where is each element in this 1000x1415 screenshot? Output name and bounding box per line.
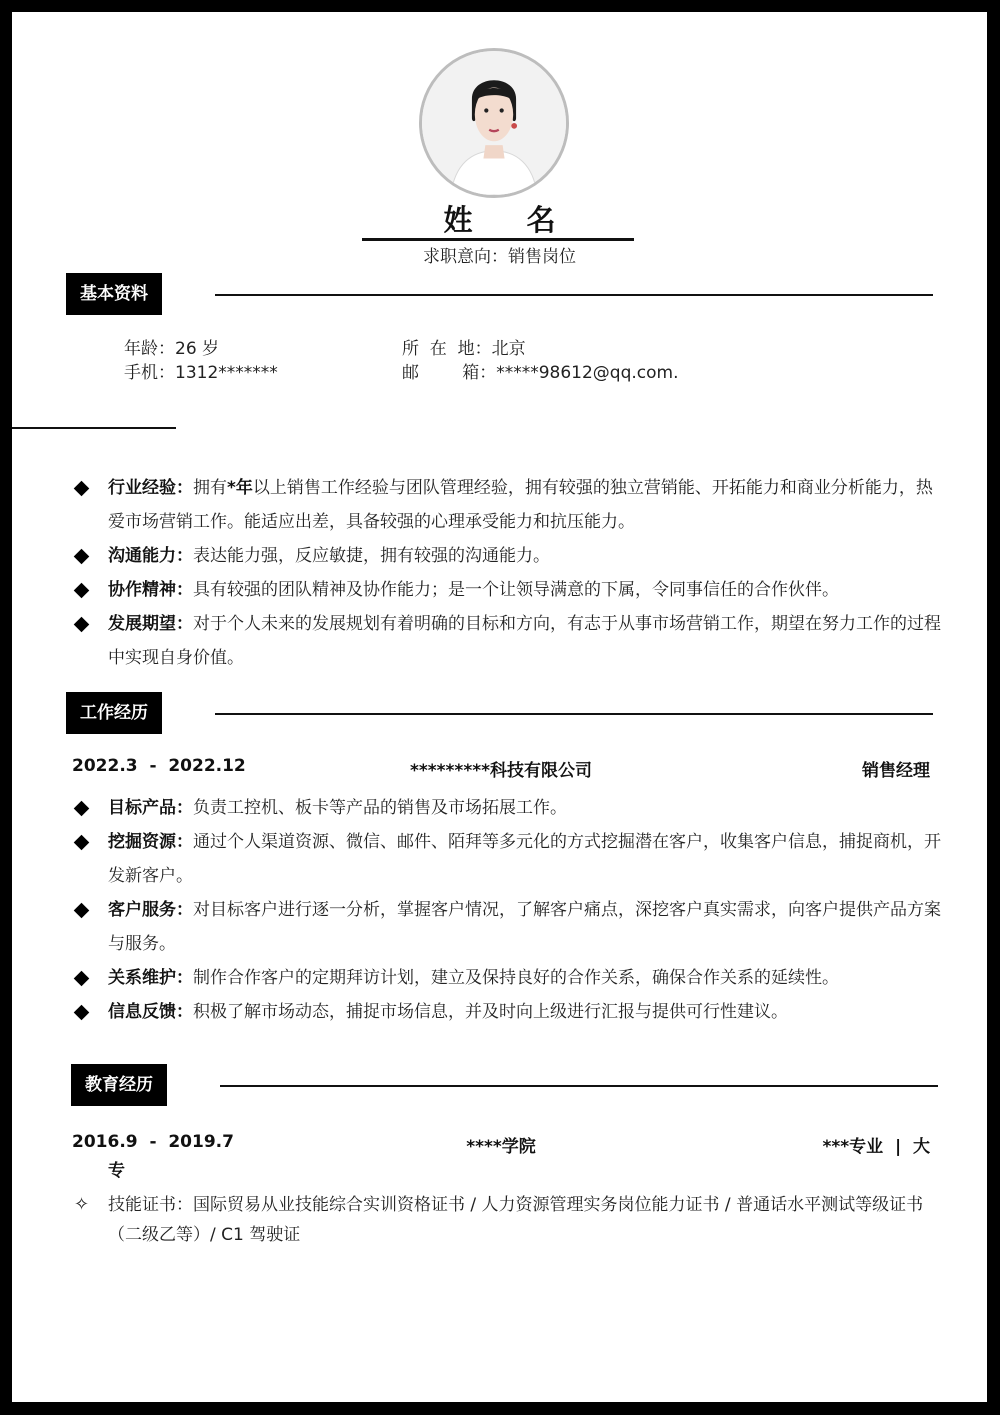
item-label: 客户服务：	[108, 900, 193, 920]
item-label: 信息反馈：	[108, 1002, 193, 1022]
section-rule-work	[215, 713, 933, 715]
diamond-bullet-icon	[74, 801, 90, 817]
item-text: 通过个人渠道资源、微信、邮件、陌拜等多元化的方式挖掘潜在客户，收集客户信息，捕捉商机，开发新客户。	[108, 832, 941, 886]
education-major: ***专业 | 大	[822, 1137, 930, 1157]
item-text: 负责工控机、板卡等产品的销售及市场拓展工作。	[193, 798, 567, 818]
work-company: *********科技有限公司	[409, 761, 592, 781]
item-label: 沟通能力：	[108, 546, 193, 566]
list-item	[74, 961, 946, 995]
info-location: 所 在 地：北京	[402, 339, 526, 359]
item-label: 关系维护：	[108, 968, 193, 988]
education-period: 2016.9 - 2019.7	[72, 1132, 234, 1152]
summary-divider	[12, 427, 176, 429]
diamond-bullet-icon	[74, 617, 90, 633]
section-title-basic: 基本资料	[66, 273, 162, 315]
summary-list	[74, 471, 946, 675]
candidate-name: 姓 名	[443, 203, 578, 237]
item-text: 具有较强的团队精神及协作能力；是一个让领导满意的下属，令同事信任的合作伙伴。	[193, 580, 839, 600]
item-text: 对目标客户进行逐一分析，掌握客户情况，了解客户痛点，深挖客户真实需求，向客户提供产品方案与服务。	[108, 900, 941, 954]
diamond-bullet-icon	[74, 835, 90, 851]
education-school: ****学院	[466, 1137, 536, 1157]
certificate-text: 技能证书：国际贸易从业技能综合实训资格证书 / 人力资源管理实务岗位能力证书 / 普通话水平测试等级证书（二级乙等）/ C1 驾驶证	[108, 1195, 924, 1245]
diamond-bullet-icon	[74, 1005, 90, 1021]
section-title-education: 教育经历	[71, 1064, 167, 1106]
item-text: 对于个人未来的发展规划有着明确的目标和方向，有志于从事市场营销工作，期望在努力工作的过程中实现自身价值。	[108, 614, 941, 668]
portrait-image	[422, 51, 566, 195]
diamond-bullet-icon	[74, 583, 90, 599]
item-label: 发展期望：	[108, 614, 193, 634]
item-text: 制作合作客户的定期拜访计划，建立及保持良好的合作关系，确保合作关系的延续性。	[193, 968, 839, 988]
work-position: 销售经理	[862, 761, 930, 781]
profile-photo	[419, 48, 569, 198]
item-label: 协作精神：	[108, 580, 193, 600]
list-item	[74, 573, 946, 607]
item-label: 行业经验：	[108, 478, 193, 498]
list-item	[74, 539, 946, 573]
section-rule-basic	[215, 294, 933, 296]
item-label: 挖掘资源：	[108, 832, 193, 852]
diamond-bullet-icon	[74, 903, 90, 919]
education-degree-wrap: 专	[108, 1161, 125, 1181]
list-item	[74, 893, 946, 961]
work-period: 2022.3 - 2022.12	[72, 756, 246, 776]
work-list	[74, 791, 946, 1029]
info-phone: 手机：1312*******	[124, 363, 278, 383]
item-text: 以上销售工作经验与团队管理经验，拥有较强的独立营销能、开拓能力和商业分析能力，热爱市场营销工作。能适应出差，具备较强的心理承受能力和抗压能力。	[108, 478, 933, 532]
item-text: 表达能力强，反应敏捷，拥有较强的沟通能力。	[193, 546, 550, 566]
certificate-line	[74, 1190, 946, 1250]
section-title-work: 工作经历	[66, 692, 162, 734]
section-rule-education	[220, 1085, 938, 1087]
resume-page	[12, 12, 987, 1402]
sparkle-bullet-icon: ✧	[74, 1194, 90, 1215]
name-underline	[362, 238, 634, 241]
item-emphasis: *年	[227, 478, 253, 498]
info-age: 年龄：26 岁	[124, 339, 220, 359]
list-item	[74, 607, 946, 675]
diamond-bullet-icon	[74, 971, 90, 987]
item-text: 拥有	[193, 478, 227, 498]
item-label: 目标产品：	[108, 798, 193, 818]
list-item	[74, 825, 946, 893]
list-item	[74, 995, 946, 1029]
list-item	[74, 791, 946, 825]
diamond-bullet-icon	[74, 549, 90, 565]
item-text: 积极了解市场动态，捕捉市场信息，并及时向上级进行汇报与提供可行性建议。	[193, 1002, 788, 1022]
info-email: 邮 箱：*****98612@qq.com.	[402, 363, 679, 383]
diamond-bullet-icon	[74, 481, 90, 497]
list-item	[74, 471, 946, 539]
job-intent: 求职意向：销售岗位	[423, 247, 576, 267]
